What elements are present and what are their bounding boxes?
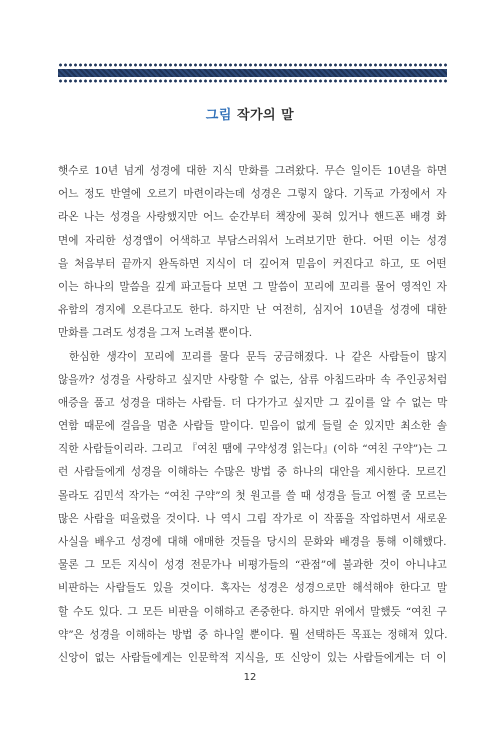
body-line: 직한 사람들이리라. 그리고 『여친 땜에 구약성경 읽는다』(이하 “여친 구약”)는 그 <box>58 443 447 456</box>
body-text <box>58 160 447 670</box>
body-line: 면에 자리한 성경앱이 어색하고 부담스러워서 노려보기만 한다. 어떤 이는 성경 <box>58 234 448 247</box>
body-line: 약”은 성경을 이해하는 방법 중 하나일 뿐이다. 뭘 선택하든 목표는 정해져 있다. <box>58 628 448 641</box>
body-line: 않을까? 성경을 사랑하고 싶지만 사랑할 수 없는, 삼류 아침드라마 속 주인공처럼 <box>58 373 448 386</box>
body-line: 라온 나는 성경을 사랑했지만 어느 순간부터 책장에 꽂혀 있거나 핸드폰 배경 화 <box>58 211 447 224</box>
body-line: 물론 그 모든 지식이 성경 전문가나 비평가들의 “관점”에 불과한 것이 아니냐고 <box>58 559 447 572</box>
section-title-name: 작가의 말 <box>236 108 295 123</box>
body-line: 을 처음부터 끝까지 완독하면 지식이 더 깊어져 믿음이 커진다고 하고, 또 어떤 <box>58 257 447 270</box>
body-line: 몰라도 김민석 작가는 “여친 구약”의 첫 원고를 쓸 때 성경을 들고 어쩔 줄 모르는 <box>58 489 447 502</box>
decorative-header-band <box>58 63 447 83</box>
body-line: 런 사람들에게 성경을 이해하는 수많은 방법 중 하나의 대안을 제시한다. 모르긴 <box>58 466 447 479</box>
body-line: 연함 때문에 걸음을 멈춘 사람들 말이다. 믿음이 없게 들릴 순 있지만 최소한 솔 <box>58 420 448 433</box>
header-pattern-bar <box>58 69 447 77</box>
body-line: 신앙이 없는 사람들에게는 인문학적 지식을, 또 신앙이 있는 사람들에게는 더 이 <box>58 651 447 664</box>
body-line: 많은 사람을 떠올렸을 것이다. 나 역시 그림 작가로 이 작품을 작업하면서 새로운 <box>58 512 447 525</box>
header-dot-row-bottom <box>58 79 447 83</box>
page-number: 12 <box>243 672 257 683</box>
header-dot-row-top <box>58 63 447 67</box>
body-line: 햇수로 10년 넘게 성경에 대한 지식 만화를 그려왔다. 무슨 일이든 10년을 하면 <box>58 165 448 177</box>
body-line: 만화를 그려도 성경을 그저 노려볼 뿐이다. <box>58 327 253 340</box>
body-line: 비판하는 사람들도 있을 것이다. 혹자는 성경은 성경으로만 해석해야 한다고 말 <box>58 582 448 595</box>
body-line: 사실을 배우고 성경에 대해 애매한 것들을 당시의 문화와 배경을 통해 이해했다. <box>58 536 447 548</box>
body-line: 할 수도 있다. 그 모든 비판을 이해하고 존중한다. 하지만 위에서 말했듯 “여친 구 <box>58 605 447 618</box>
section-title <box>0 104 500 123</box>
body-line: 애증을 품고 성경을 대하는 사람들. 더 다가가고 싶지만 그 깊이를 알 수 없는 막 <box>58 396 448 409</box>
body-line: 한심한 생각이 꼬리에 꼬리를 물다 문득 궁금해졌다. 나 같은 사람들이 많지 <box>69 350 448 363</box>
section-title-prefix: 그림 <box>205 108 232 123</box>
body-line: 어느 정도 반열에 오르기 마련이라는데 성경은 그렇지 않다. 기독교 가정에서 자 <box>58 188 447 201</box>
body-line: 유함의 경지에 오른다고도 한다. 하지만 난 여전히, 심지어 10년을 성경에 대한 <box>58 304 447 317</box>
body-line: 이는 하나의 말씀을 깊게 파고들다 보면 그 말씀이 꼬리에 꼬리를 물어 영적인 자 <box>58 280 447 293</box>
